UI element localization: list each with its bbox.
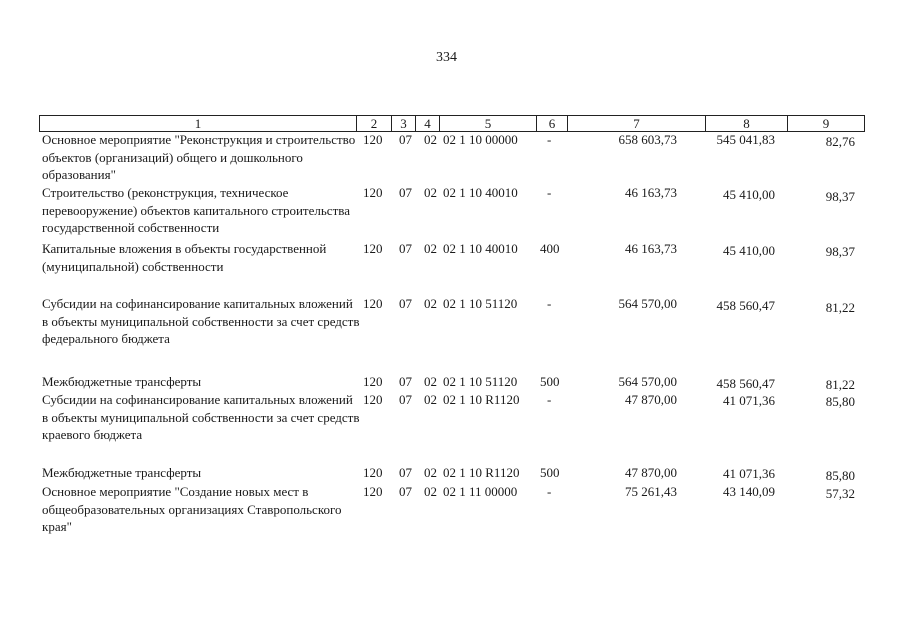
row-amount-col7: 47 870,00 [625,392,677,407]
header-col-6: 6 [537,116,568,131]
row-amount-col7: 75 261,43 [625,484,677,499]
row-code-col2: 120 [363,296,383,311]
row-percent-col9: 81,22 [825,300,855,315]
row-code-col6: - [547,484,552,499]
row-amount-col8: 458 560,47 [716,298,775,313]
row-amount-col7: 564 570,00 [618,374,677,389]
row-code-col4: 02 [424,132,437,147]
row-code-col5: 02 1 11 00000 [443,484,518,499]
row-code-col3: 07 [399,296,412,311]
row-code-col4: 02 [424,392,437,407]
row-percent-col9: 82,76 [825,134,855,149]
row-code-col4: 02 [424,374,437,389]
row-code-col2: 120 [363,392,383,407]
table-header-row [39,115,865,132]
row-code-col4: 02 [424,185,437,200]
row-code-col5: 02 1 10 40010 [443,185,518,200]
row-code-col3: 07 [399,185,412,200]
row-percent-col9: 85,80 [825,468,855,483]
row-code-col3: 07 [399,132,412,147]
row-name: Строительство (реконструкция, техническое перевооружение) объектов капитального строительства государственной собственности [42,185,350,235]
row-amount-col7: 46 163,73 [625,241,677,256]
row-amount-col7: 47 870,00 [625,465,677,480]
row-name: Субсидии на софинансирование капитальных вложений в объекты муниципальной собственности за счет средств краевого бюджета [42,392,360,442]
row-amount-col8: 458 560,47 [716,376,775,391]
row-code-col5: 02 1 10 40010 [443,241,518,256]
row-code-col5: 02 1 10 51120 [443,374,518,389]
row-name: Основное мероприятие "Создание новых мест в общеобразовательных организациях Ставропольского края" [42,484,342,534]
row-percent-col9: 85,80 [825,394,855,409]
header-col-9: 9 [822,116,830,131]
row-code-col3: 07 [399,374,412,389]
row-percent-col9: 98,37 [825,189,855,204]
row-code-col2: 120 [363,374,383,389]
row-code-col4: 02 [424,241,437,256]
header-col-5: 5 [440,116,537,131]
row-code-col5: 02 1 10 R1120 [443,392,520,407]
row-code-col4: 02 [424,296,437,311]
row-amount-col7: 658 603,73 [618,132,677,147]
row-name: Субсидии на софинансирование капитальных вложений в объекты муниципальной собственности за счет средств федерального бюджета [42,296,360,346]
row-amount-col8: 43 140,09 [723,484,775,499]
row-code-col6: 500 [540,465,560,480]
row-code-col6: - [547,132,552,147]
header-col-1: 1 [40,116,357,131]
row-code-col6: - [547,392,552,407]
row-code-col6: - [547,185,552,200]
row-percent-col9: 98,37 [825,244,855,259]
row-code-col4: 02 [424,465,437,480]
row-code-col6: - [547,296,552,311]
row-code-col3: 07 [399,484,412,499]
header-col-8: 8 [706,116,788,131]
row-code-col2: 120 [363,132,383,147]
row-code-col4: 02 [424,484,437,499]
row-percent-col9: 57,32 [825,486,855,501]
row-code-col5: 02 1 10 51120 [443,296,518,311]
row-amount-col8: 45 410,00 [723,243,775,258]
row-code-col5: 02 1 10 R1120 [443,465,520,480]
row-code-col3: 07 [399,392,412,407]
row-code-col5: 02 1 10 00000 [443,132,518,147]
row-amount-col7: 46 163,73 [625,185,677,200]
header-col-2: 2 [357,116,392,131]
row-code-col6: 500 [540,374,560,389]
row-code-col2: 120 [363,465,383,480]
header-col-4: 4 [416,116,440,131]
row-name: Основное мероприятие "Реконструкция и строительство объектов (организаций) общего и дошкольного образования" [42,132,356,182]
page-number: 334 [436,50,457,65]
row-name: Капитальные вложения в объекты государственной (муниципальной) собственности [42,241,327,274]
row-code-col6: 400 [540,241,560,256]
row-amount-col8: 41 071,36 [723,393,775,408]
row-amount-col7: 564 570,00 [618,296,677,311]
header-col-7: 7 [568,116,706,131]
row-code-col3: 07 [399,241,412,256]
row-percent-col9: 81,22 [825,377,855,392]
row-name: Межбюджетные трансферты [42,374,202,389]
row-code-col2: 120 [363,484,383,499]
row-code-col3: 07 [399,465,412,480]
header-col-3: 3 [392,116,416,131]
row-name: Межбюджетные трансферты [42,465,202,480]
row-amount-col8: 545 041,83 [716,132,775,147]
row-amount-col8: 45 410,00 [723,187,775,202]
row-code-col2: 120 [363,185,383,200]
row-amount-col8: 41 071,36 [723,466,775,481]
row-code-col2: 120 [363,241,383,256]
